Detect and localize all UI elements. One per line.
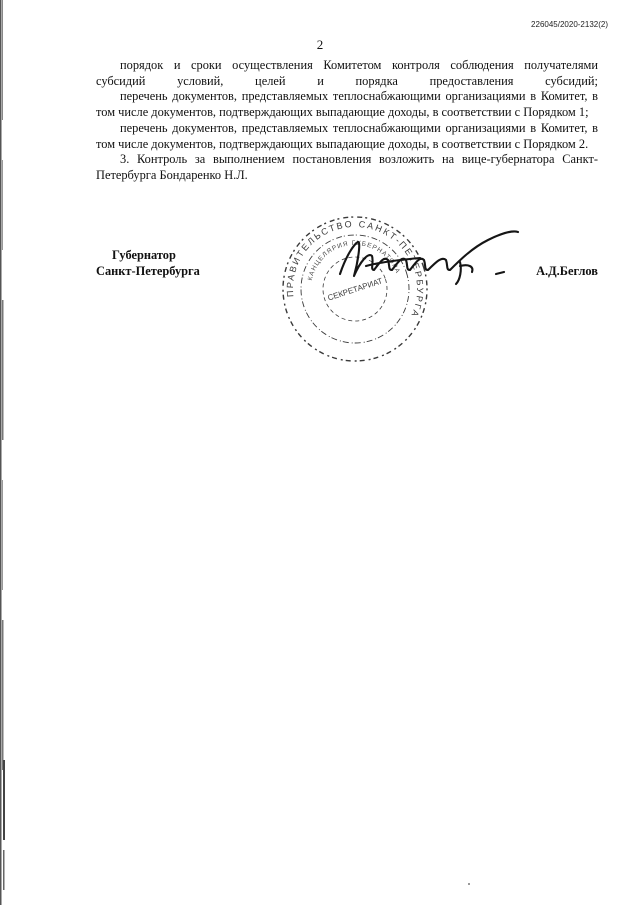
scan-edge-artifact [0,0,6,905]
svg-text:ПРАВИТЕЛЬСТВО САНКТ-ПЕТЕРБУРГА: ПРАВИТЕЛЬСТВО САНКТ-ПЕТЕРБУРГА [284,218,426,320]
paragraph-documents-list-1: перечень документов, представляемых теплоснабжающими организациями в Комитет, в том числе документов, подтверждающих выпадающие доходы, в соответствии с Порядком 1; [96,89,598,120]
signatory-title-line1: Губернатор [112,248,176,262]
paragraph-control-procedure: порядок и сроки осуществления Комитетом контроля соблюдения получателями субсидий условий, целей и порядка предоставления субсидий; [96,58,598,88]
svg-text:СЕКРЕТАРИАТ: СЕКРЕТАРИАТ [326,276,384,303]
svg-text:КАНЦЕЛЯРИЯ ГУБЕРНАТОРА: КАНЦЕЛЯРИЯ ГУБЕРНАТОРА [306,239,402,282]
signatory-title [96,248,200,279]
paragraph-documents-list-2: перечень документов, представляемых теплоснабжающими организациями в Комитет, в том числе документов, подтверждающих выпадающие доходы, в соответствии с Порядком 2. [96,120,598,151]
paragraph-control-assignment: 3. Контроль за выполнением постановления возложить на вице-губернатора Санкт-Петербурга Бондаренко Н.Л. [96,152,598,182]
handwritten-signature [328,222,528,292]
document-registration-code: 226045/2020-2132(2) [531,20,608,29]
scan-speck [468,883,470,885]
signatory-name: А.Д.Беглов [536,264,598,278]
document-body [96,58,598,184]
page-number: 2 [316,37,324,52]
signatory-title-line2: Санкт-Петербурга [96,263,200,278]
